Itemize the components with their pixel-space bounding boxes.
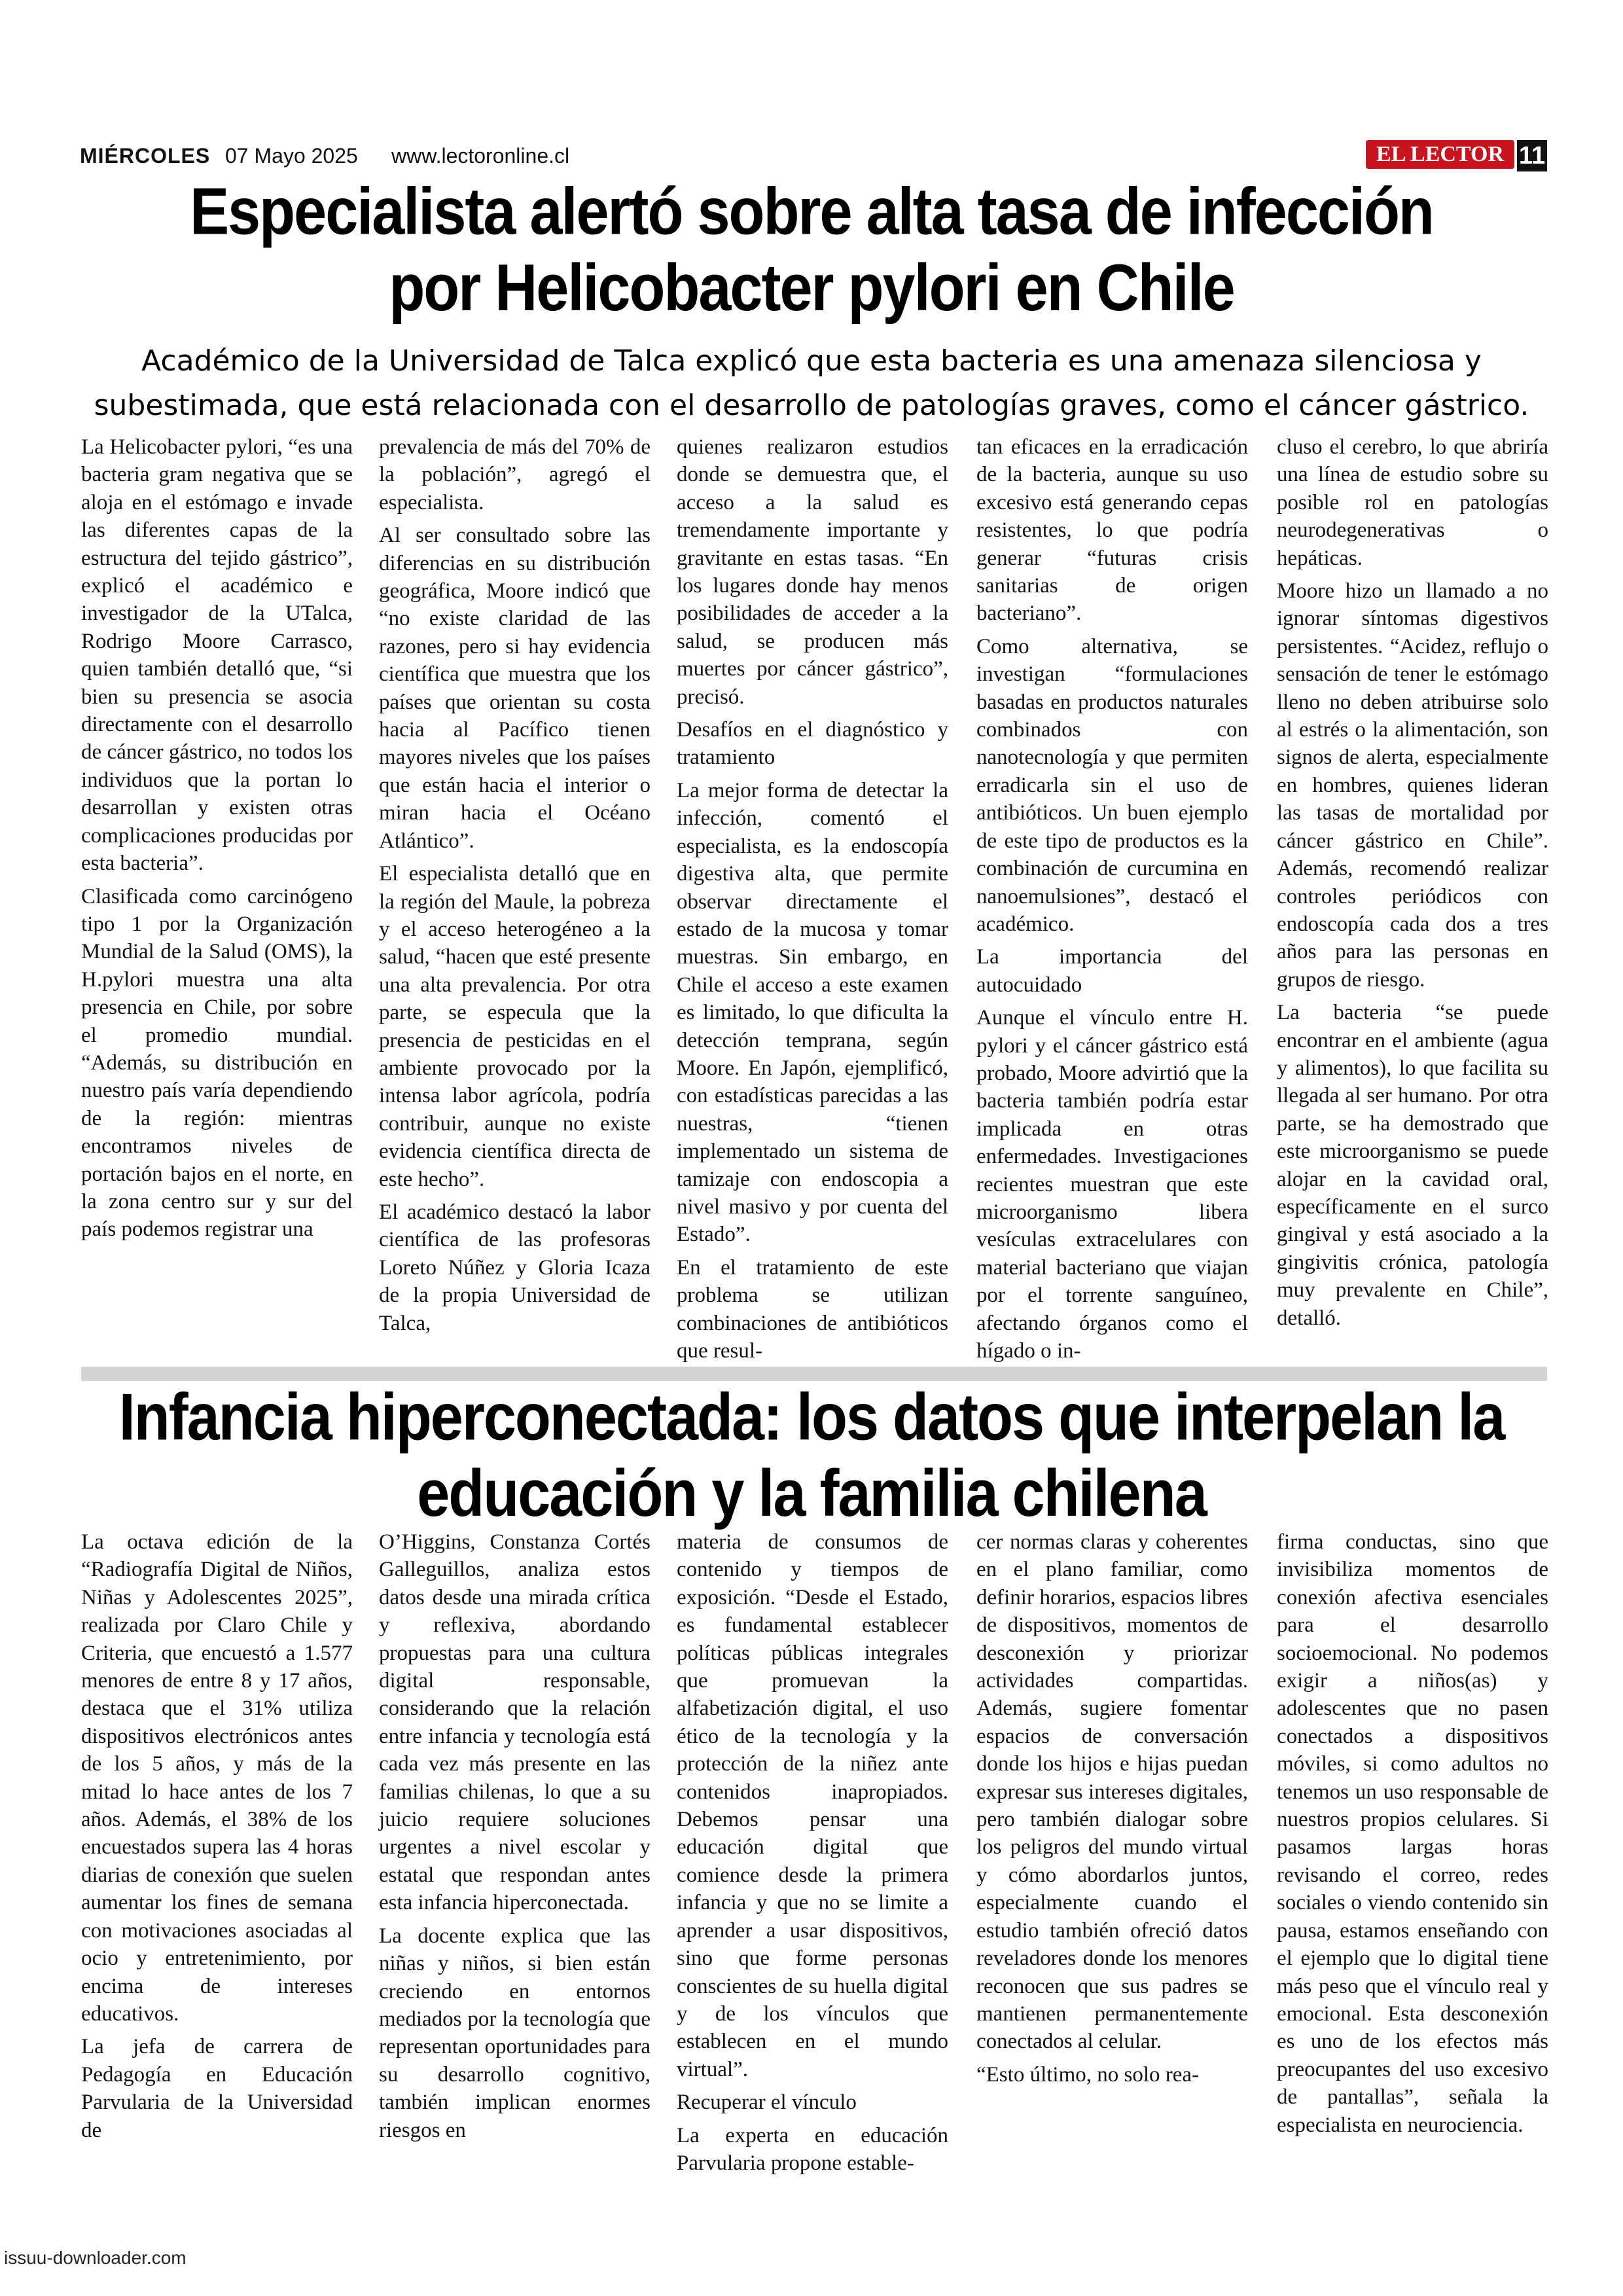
article1-paragraph: Como alternativa, se investigan “formulaciones basadas en productos naturales combinados con nanotecnología y que permiten erradicarla sin el uso de antibióticos. Un buen ejemplo de este tipo de productos es la combinación de curcumina en nanoemulsiones”, destacó el académico. (976, 634, 1248, 936)
page-header (80, 140, 1547, 173)
article1-paragraph: Moore hizo un llamado a no ignorar síntomas digestivos persistentes. “Acidez, reflujo o sensación de tener le estómago lleno no deben atribuirse solo al estrés o la alimentación, son signos de alerta, especialmente en hombres, quienes lideran las tasas de mortalidad por cáncer gástrico en Chile”. Además, recomendó realizar controles periódicos con endoscopía cada dos a tres años para las personas en grupos de riesgo. (1277, 579, 1548, 992)
article2-column (81, 1528, 353, 2209)
article2-column (677, 1528, 948, 2209)
article2-paragraph: “Esto último, no solo rea- (976, 2062, 1200, 2087)
article2-subheading: Recuperar el vínculo (677, 2090, 857, 2115)
article1-paragraph: El académico destacó la labor científica de las profesoras Loreto Núñez y Gloria Icaza de la propia Universidad de Talca, (379, 1200, 651, 1335)
header-date: 07 Mayo 2025 (225, 144, 358, 168)
article1-subheading: La importancia del autocuidado (976, 945, 1248, 997)
article1-paragraph: tan eficaces en la erradicación de la bacteria, aunque su uso excesivo está generando cepas resistentes, lo que podría generar “futuras crisis sanitarias de origen bacteriano”. (976, 435, 1248, 626)
article2-paragraph: La octava edición de la “Radiografía Digital de Niños, Niñas y Adolescentes 2025”, realizada por Claro Chile y Criteria, que encuestó a 1.577 menores de entre 8 y 17 años, destaca que el 31% utiliza dispositivos electrónicos antes de los 5 años, y más de la mitad lo hace antes de los 7 años. Además, el 38% de los encuestados supera las 4 horas diarias de conexión que suelen aumentar los fines de semana con motivaciones asociadas al ocio y entretenimiento, por encima de intereses educativos. (81, 1530, 353, 2026)
article1-paragraph: La bacteria “se puede encontrar en el ambiente (agua y alimentos), lo que facilita su llegada al ser humano. Por otra parte, se ha demostrado que este microorganismo se puede alojar en la cavidad oral, específicamente en el surco gingival y está asociado a la gingivitis crónica, patología muy prevalente en Chile”, detalló. (1277, 1001, 1548, 1330)
article2-paragraph: La docente explica que las niñas y niños, si bien están creciendo en entornos mediados por la tecnología que representan oportunidades para su desarrollo cognitivo, también implican enormes riesgos en (379, 1924, 651, 2142)
article2-column (379, 1528, 651, 2209)
article1-paragraph: prevalencia de más del 70% de la población”, agregó el especialista. (379, 435, 651, 514)
header-url[interactable]: www.lectoronline.cl (391, 144, 570, 168)
article2-paragraph: firma conductas, sino que invisibiliza momentos de conexión afectiva esenciales para el desarrollo socioemocional. No podemos exigir a niños(as) y adolescentes que no pasen conectados a dispositivos móviles, si como adultos no tenemos un uso responsable de nuestros propios celulares. Si pasamos largas horas revisando el correo, redes sociales o viendo contenido sin pausa, estamos enseñando con el ejemplo que lo digital tiene más peso que el vínculo real y emocional. Esta desconexión es uno de los efectos más preocupantes del uso excesivo de pantallas”, señala la especialista en neurociencia. (1277, 1530, 1548, 2137)
article1-headline (65, 174, 1558, 327)
article2-headline (65, 1380, 1558, 1532)
article2-paragraph: materia de consumos de contenido y tiempos de exposición. “Desde el Estado, es fundamental establecer políticas públicas integrales que promuevan la alfabetización digital, el uso ético de la tecnología y la protección de la niñez ante contenidos inapropiados. Debemos pensar una educación digital que comience desde la primera infancia y que no se limite a aprender a usar dispositivos, sino que forme personas conscientes de su huella digital y de los vínculos que establecen en el mundo virtual”. (677, 1530, 948, 2081)
article1-subheadline: Académico de la Universidad de Talca explicó que esta bacteria es una amenaza silenciosa y subestimada, que está relacionada con el desarrollo de patologías graves, como el cáncer gástrico. (94, 344, 1529, 422)
article2-paragraph: O’Higgins, Constanza Cortés Galleguillos, analiza estos datos desde una mirada crítica y reflexiva, abordando propuestas para una cultura digital responsable, considerando que la relación entre infancia y tecnología está cada vez más presente en las familias chilenas, lo que a su juicio requiere soluciones urgentes a nivel escolar y estatal que respondan antes esta infancia hiperconectada. (379, 1530, 651, 1915)
article1-paragraph: quienes realizaron estudios donde se demuestra que, el acceso a la salud es tremendamente importante y gravitante en estas tasas. “En los lugares donde hay menos posibilidades de acceder a la salud, se producen más muertes por cáncer gástrico”, precisó. (677, 435, 948, 709)
article2-column (976, 1528, 1248, 2209)
article1-paragraph: cluso el cerebro, lo que abriría una línea de estudio sobre su posible rol en patologías neurodegenerativas o hepáticas. (1277, 435, 1548, 570)
article1-column (677, 433, 948, 1363)
newspaper-logo: EL LECTOR (1366, 140, 1514, 169)
page-number: 11 (1517, 140, 1547, 171)
article1-column (976, 433, 1248, 1363)
article1-headline-line1: Especialista alertó sobre alta tasa de infección (190, 175, 1433, 249)
article1-column (379, 433, 651, 1340)
article1-paragraph: Aunque el vínculo entre H. pylori y el cáncer gástrico está probado, Moore advirtió que la bacteria también podría estar implicada en otras enfermedades. Investigaciones recientes muestran que este microorganismo libera vesículas extracelulares con material bacteriano que viajan por el torrente sanguíneo, afectando órganos como el hígado o in- (976, 1006, 1248, 1363)
watermark-text: issuu-downloader.com (4, 2248, 187, 2268)
article2-paragraph: cer normas claras y coherentes en el plano familiar, como definir horarios, espacios libres de dispositivos, momentos de desconexión y priorizar actividades compartidas. Además, sugiere fomentar espacios de conversación donde los hijos e hijas puedan expresar sus intereses digitales, pero también dialogar sobre los peligros del mundo virtual y cómo abordarlos juntos, especialmente cuando el estudio también ofreció datos reveladores donde los menores reconocen que sus padres se mantienen permanentemente conectados al celular. (976, 1530, 1248, 2054)
article2-paragraph: La experta en educación Parvularia propone estable- (677, 2123, 948, 2175)
article2-headline-line1: Infancia hiperconectada: los datos que interpelan la (118, 1380, 1505, 1454)
article1-paragraph: Clasificada como carcinógeno tipo 1 por la Organización Mundial de la Salud (OMS), la H.pylori muestra una alta presencia en Chile, por sobre el promedio mundial. “Además, su distribución en nuestro país varía dependiendo de la región: mientras encontramos niveles de portación bajos en el norte, en la zona centro sur y sur del país podemos registrar una (81, 884, 353, 1242)
article1-paragraph: La Helicobacter pylori, “es una bacteria gram negativa que se aloja en el estómago e invade las diferentes capas de la estructura del tejido gástrico”, explicó el académico e investigador de la UTalca, Rodrigo Moore Carrasco, quien también detalló que, “si bien su presencia se asocia directamente con el desarrollo de cáncer gástrico, no todos los individuos que la portan lo desarrollan y existen otras complicaciones producidas por esta bacteria”. (81, 435, 353, 876)
article1-paragraph: El especialista detalló que en la región del Maule, la pobreza y el acceso heterogéneo a la salud, “hacen que esté presente una alta prevalencia. Por otra parte, se especula que la presencia de pesticidas en el ambiente provocado por la intensa labor agrícola, podría contribuir, aunque no existe evidencia científica directa de este hecho”. (379, 862, 651, 1191)
article1-paragraph: La mejor forma de detectar la infección, comentó el especialista, es la endoscopía digestiva alta, que permite observar directamente el estado de la mucosa y tomar muestras. Sin embargo, en Chile el acceso a este examen es limitado, lo que dificulta la detección temprana, según Moore. En Japón, ejemplificó, con estadísticas parecidas a las nuestras, “tienen implementado un sistema de tamizaje con endoscopia a nivel masivo y por cuenta del Estado”. (677, 778, 948, 1247)
article2-column (1277, 1528, 1548, 2209)
article1-paragraph: Al ser consultado sobre las diferencias en su distribución geográfica, Moore indicó que “no existe claridad de las razones, pero si hay evidencia científica que muestra que los países que orientan su costa hacia al Pacífico tienen mayores niveles que los países que están hacia el interior o miran hacia el Océano Atlántico”. (379, 524, 651, 853)
article1-headline-line2: por Helicobacter pylori en Chile (389, 251, 1234, 325)
article2-headline-line2: educación y la familia chilena (417, 1457, 1206, 1531)
header-day: MIÉRCOLES (80, 144, 211, 168)
article2-paragraph: La jefa de carrera de Pedagogía en Educación Parvularia de la Universidad de (81, 2035, 353, 2142)
article1-column (81, 433, 353, 1340)
article1-subheading: Desafíos en el diagnóstico y tratamiento (677, 718, 948, 770)
article1-column (1277, 433, 1548, 1340)
article1-paragraph: En el tratamiento de este problema se utilizan combinaciones de antibióticos que resul- (677, 1255, 948, 1363)
